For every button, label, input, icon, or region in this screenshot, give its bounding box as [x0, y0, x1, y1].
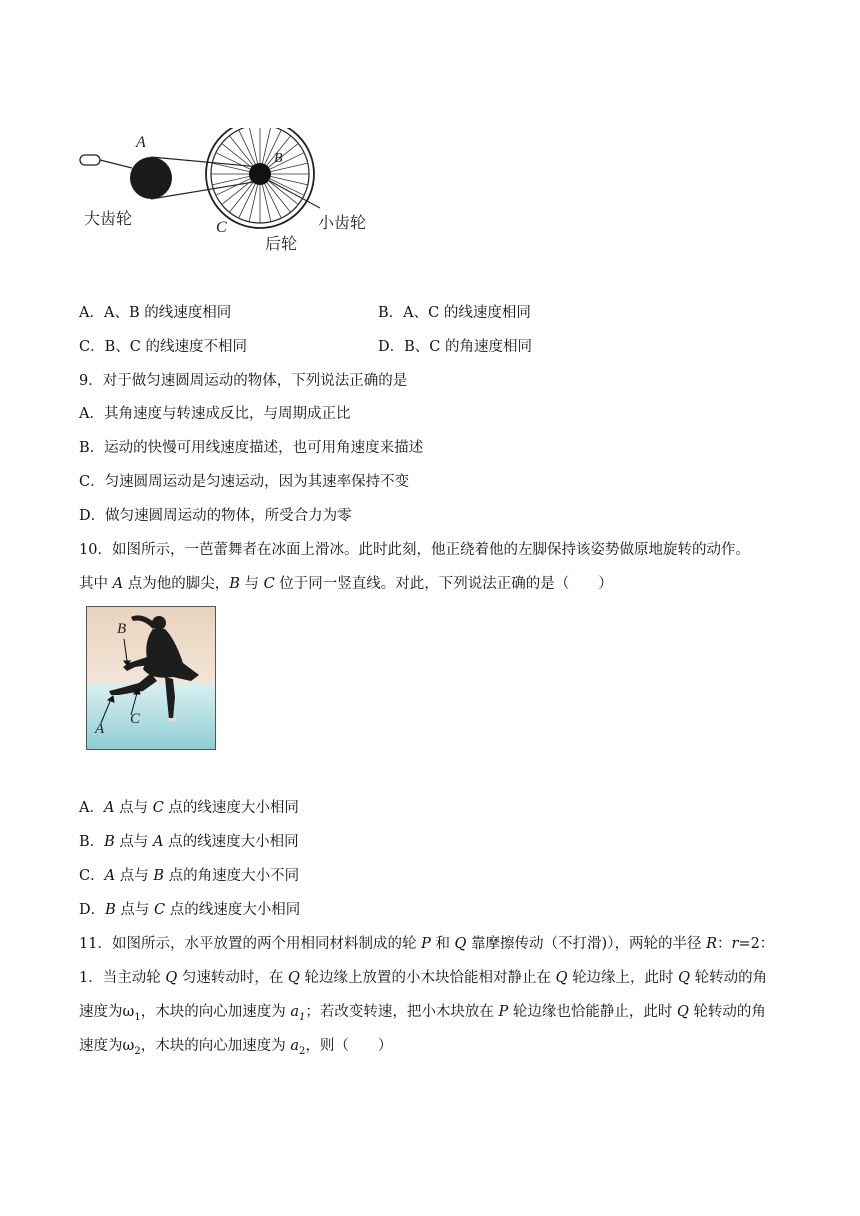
q9-option-b: B．运动的快慢可用线速度描述，也可用角速度来描述 [79, 440, 424, 456]
bicycle-gear-figure [72, 128, 392, 258]
skater-label-b: B [117, 621, 127, 637]
label-c: C [216, 219, 227, 236]
q9-option-d: D．做匀速圆周运动的物体，所受合力为零 [79, 508, 352, 524]
q8-option-b: B．A、C 的线速度相同 [378, 305, 531, 321]
skater-svg [87, 607, 215, 749]
q9-option-c: C．匀速圆周运动是匀速运动，因为其速率保持不变 [79, 474, 410, 490]
q10-option-a: A．A 点与 C 点的线速度大小相同 [79, 800, 299, 816]
q9-option-a: A．其角速度与转速成反比，与周期成正比 [79, 406, 351, 422]
q8-option-a: A．A、B 的线速度相同 [79, 305, 232, 321]
gear-diagram-svg [72, 128, 392, 258]
skater-label-c: C [130, 711, 141, 727]
q8-option-d: D．B、C 的角速度相同 [378, 339, 532, 355]
big-gear-shape [130, 157, 172, 199]
skater-label-a: A [95, 721, 105, 737]
q9-stem: 9．对于做匀速圆周运动的物体，下列说法正确的是 [79, 373, 408, 389]
small-gear-label: 小齿轮 [318, 213, 367, 232]
label-b: B [274, 151, 283, 166]
label-a: A [136, 134, 146, 151]
pedal-shape [80, 155, 100, 165]
q11-stem-line4: 速度为$\omega_2$，木块的向心加速度为 $a_2$，则（ ） [79, 1038, 393, 1057]
q11-stem-line3: 速度为$\omega_1$，木块的向心加速度为 $a_1$；若改变转速，把小木块放在 P 轮边缘也恰能静止，此时 Q 轮转动的角 [79, 1004, 766, 1023]
q11-stem-line2: 1．当主动轮 Q 匀速转动时，在 Q 轮边缘上放置的小木块恰能相对静止在 Q 轮边缘上，此时 Q 轮转动的角 [79, 970, 768, 986]
q8-option-c: C．B、C 的线速度不相同 [79, 339, 247, 355]
q10-stem-line1: 10．如图所示，一芭蕾舞者在冰面上滑冰。此时此刻，他正绕着他的左脚保持该姿势做原地旋转的动作。 [79, 542, 750, 558]
big-gear-label: 大齿轮 [84, 209, 133, 228]
q10-option-b: B．B 点与 A 点的线速度大小相同 [79, 834, 299, 850]
q10-option-c: C．A 点与 B 点的角速度大小不同 [79, 868, 300, 884]
skater-figure [86, 606, 216, 750]
q11-stem-line1: 11．如图所示，水平放置的两个用相同材料制成的轮 P 和 Q 靠摩擦传动（不打滑)），两轮的半径 R：r=2： [79, 936, 775, 952]
rear-wheel-shape [206, 128, 314, 228]
q10-stem-line2: 其中 A 点为他的脚尖，B 与 C 位于同一竖直线。对此，下列说法正确的是（ ） [79, 576, 613, 592]
rear-wheel-label: 后轮 [265, 234, 298, 253]
q10-option-d: D．B 点与 C 点的线速度大小相同 [79, 902, 301, 918]
